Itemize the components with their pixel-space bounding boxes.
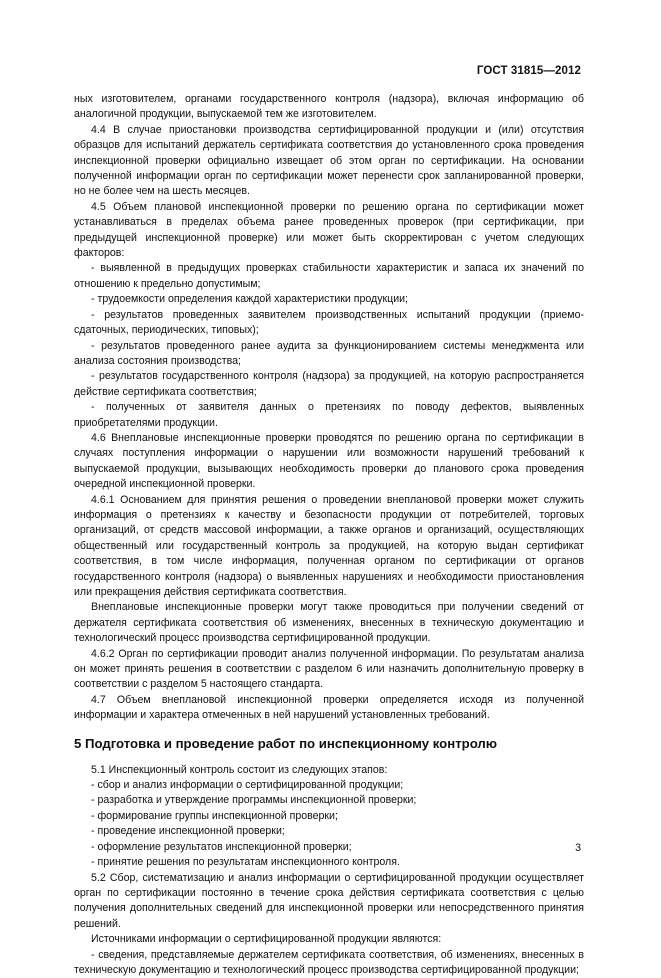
paragraph-4-5: 4.5 Объем плановой инспекционной проверки по решению органа по сертификации может устанавливаться в пределах объема ранее проведенных проверок (при сертификации, при предыдущей инспекционной проверке) или может быть скорректирован с учетом следующих факторов: <box>74 200 584 260</box>
list-item: - сведения, представляемые держателем сертификата соответствия, об изменениях, внесенных в техническую документацию и технологический процесс производства сертифицированной продукции; <box>74 948 584 976</box>
list-item: - формирование группы инспекционной проверки; <box>91 809 338 822</box>
list-item: - трудоемкости определения каждой характеристики продукции; <box>91 293 408 306</box>
paragraph-4-7: 4.7 Объем внеплановой инспекционной проверки определяется исходя из полученной информации и характера отмеченных в ней нарушений установленных требований. <box>74 693 584 722</box>
list-item: - проведение инспекционной проверки; <box>91 825 285 838</box>
paragraph: Источниками информации о сертифицированной продукции являются: <box>91 933 442 946</box>
list-item: - результатов проведенных заявителем производственных испытаний продукции (приемо-сдаточных, периодических, типовых); <box>74 308 584 337</box>
list-item: - оформление результатов инспекционной проверки; <box>91 840 352 853</box>
paragraph-4-6-2: 4.6.2 Орган по сертификации проводит анализ полученной информации. По результатам анализа он может принять решения в соответствии с разделом 6 или назначить дополнительную проверку в соответствии с разделом 5 настоящего стандарта. <box>74 647 584 691</box>
paragraph-4-4: 4.4 В случае приостановки производства сертифицированной продукции и (или) отсутствия образцов для испытаний держатель сертификата соответствия до установленного срока проведения инспекционной проверки официально извещает об этом орган по сертификации. На основании полученной информации орган по сертификации может перенести срок запланированной проверки, но не более чем на шесть месяцев. <box>74 123 584 198</box>
page-body <box>74 92 584 978</box>
page-number: 3 <box>575 842 581 854</box>
list-item: - результатов проведенного ранее аудита за функционированием системы менеджмента или анализа состояния производства; <box>74 339 584 367</box>
list-item: - выявленной в предыдущих проверках стабильности характеристик и запаса их значений по отношению к предельно допустимым; <box>74 262 584 290</box>
standard-number: ГОСТ 31815—2012 <box>476 65 581 77</box>
section-5-heading: 5 Подготовка и проведение работ по инспекционному контролю <box>74 735 498 751</box>
list-item: - результатов государственного контроля (надзора) за продукцией, на которую распространяется действие сертификата соответствия; <box>74 370 584 398</box>
paragraph-5-1: 5.1 Инспекционный контроль состоит из следующих этапов: <box>91 763 388 776</box>
list-item: - принятие решения по результатам инспекционного контроля. <box>91 856 400 869</box>
paragraph-4-6: 4.6 Внеплановые инспекционные проверки проводятся по решению органа по сертификации в случаях поступления информации о нарушении или возможности нарушений требований к выпускаемой продукции, вызывающих необходимость проверки до планового срока проведения очередной инспекционной проверки. <box>74 431 584 491</box>
paragraph-5-2: 5.2 Сбор, систематизацию и анализ информации о сертифицированной продукции осуществляет орган по сертификации постоянно в течение срока действия сертификата соответствия с целью получения дополнительных сведений для инспекционной проверки или непосредственного принятия решений. <box>74 871 584 930</box>
list-item: - разработка и утверждение программы инспекционной проверки; <box>91 794 417 807</box>
list-item: - сбор и анализ информации о сертифицированной продукции; <box>91 779 404 792</box>
paragraph-4-6-1: 4.6.1 Основанием для принятия решения о проведении внеплановой проверки может служить информация о претензиях к качеству и безопасности продукции от потребителей, торговых организаций, от средств массовой информации, а также органов и организаций, осуществляющих общественный или государственный контроль за продукцией, на которую выдан сертификат соответствия, в том числе информация, полученная органом по сертификации от органов государственного контроля (надзора) о выявленных нарушениях и необходимости приостановления или прекращения действия сертификата соответствия. <box>74 493 584 598</box>
list-item: - полученных от заявителя данных о претензиях по поводу дефектов, выявленных приобретателями продукции. <box>74 401 584 429</box>
paragraph-continuation: ных изготовителем, органами государственного контроля (надзора), включая информацию об аналогичной продукции, выпускаемой тем же изготовителем. <box>74 93 584 121</box>
paragraph: Внеплановые инспекционные проверки могут также проводиться при получении сведений от держателя сертификата соответствия об изменениях, внесенных в техническую документацию и технологический процесс производства сертифицированной продукции. <box>74 601 584 645</box>
